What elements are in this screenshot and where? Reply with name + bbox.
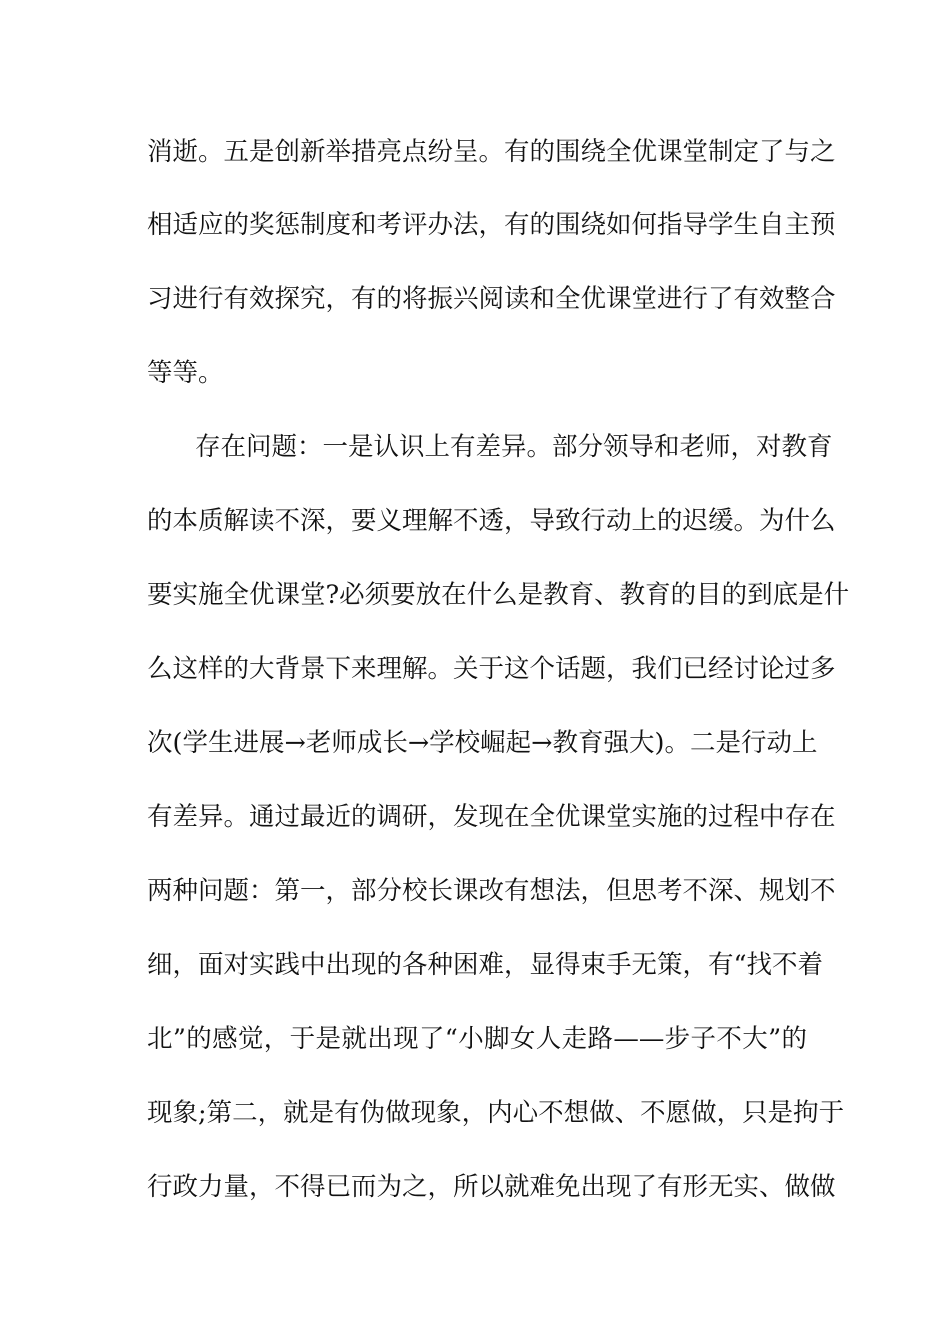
text-line: 消逝。五是创新举措亮点纷呈。有的围绕全优课堂制定了与之 [147, 137, 836, 167]
text-line: 北”的感觉，于是就出现了“小脚女人走路——步子不大”的 [147, 1024, 807, 1054]
text-line: 相适应的奖惩制度和考评办法，有的围绕如何指导学生自主预 [147, 210, 836, 240]
text-line: 次(学生进展→老师成长→学校崛起→教育强大)。二是行动上 [147, 728, 818, 758]
text-line: 要实施全优课堂?必须要放在什么是教育、教育的目的到底是什 [147, 580, 850, 610]
text-line: 细，面对实践中出现的各种困难，显得束手无策，有“找不着 [147, 950, 824, 980]
text-line: 行政力量，不得已而为之，所以就难免出现了有形无实、做做 [147, 1172, 836, 1202]
text-line: 的本质解读不深，要义理解不透，导致行动上的迟缓。为什么 [147, 506, 836, 536]
text-line: 么这样的大背景下来理解。关于这个话题，我们已经讨论过多 [147, 654, 836, 684]
text-line: 现象;第二，就是有伪做现象，内心不想做、不愿做，只是拘于 [147, 1098, 845, 1128]
text-line: 等等。 [147, 358, 224, 388]
text-line: 有差异。通过最近的调研，发现在全优课堂实施的过程中存在 [147, 802, 836, 832]
text-line: 存在问题：一是认识上有差异。部分领导和老师，对教育 [195, 432, 833, 462]
text-line: 两种问题：第一，部分校长课改有想法，但思考不深、规划不 [147, 876, 836, 906]
text-line: 习进行有效探究，有的将振兴阅读和全优课堂进行了有效整合 [147, 284, 836, 314]
